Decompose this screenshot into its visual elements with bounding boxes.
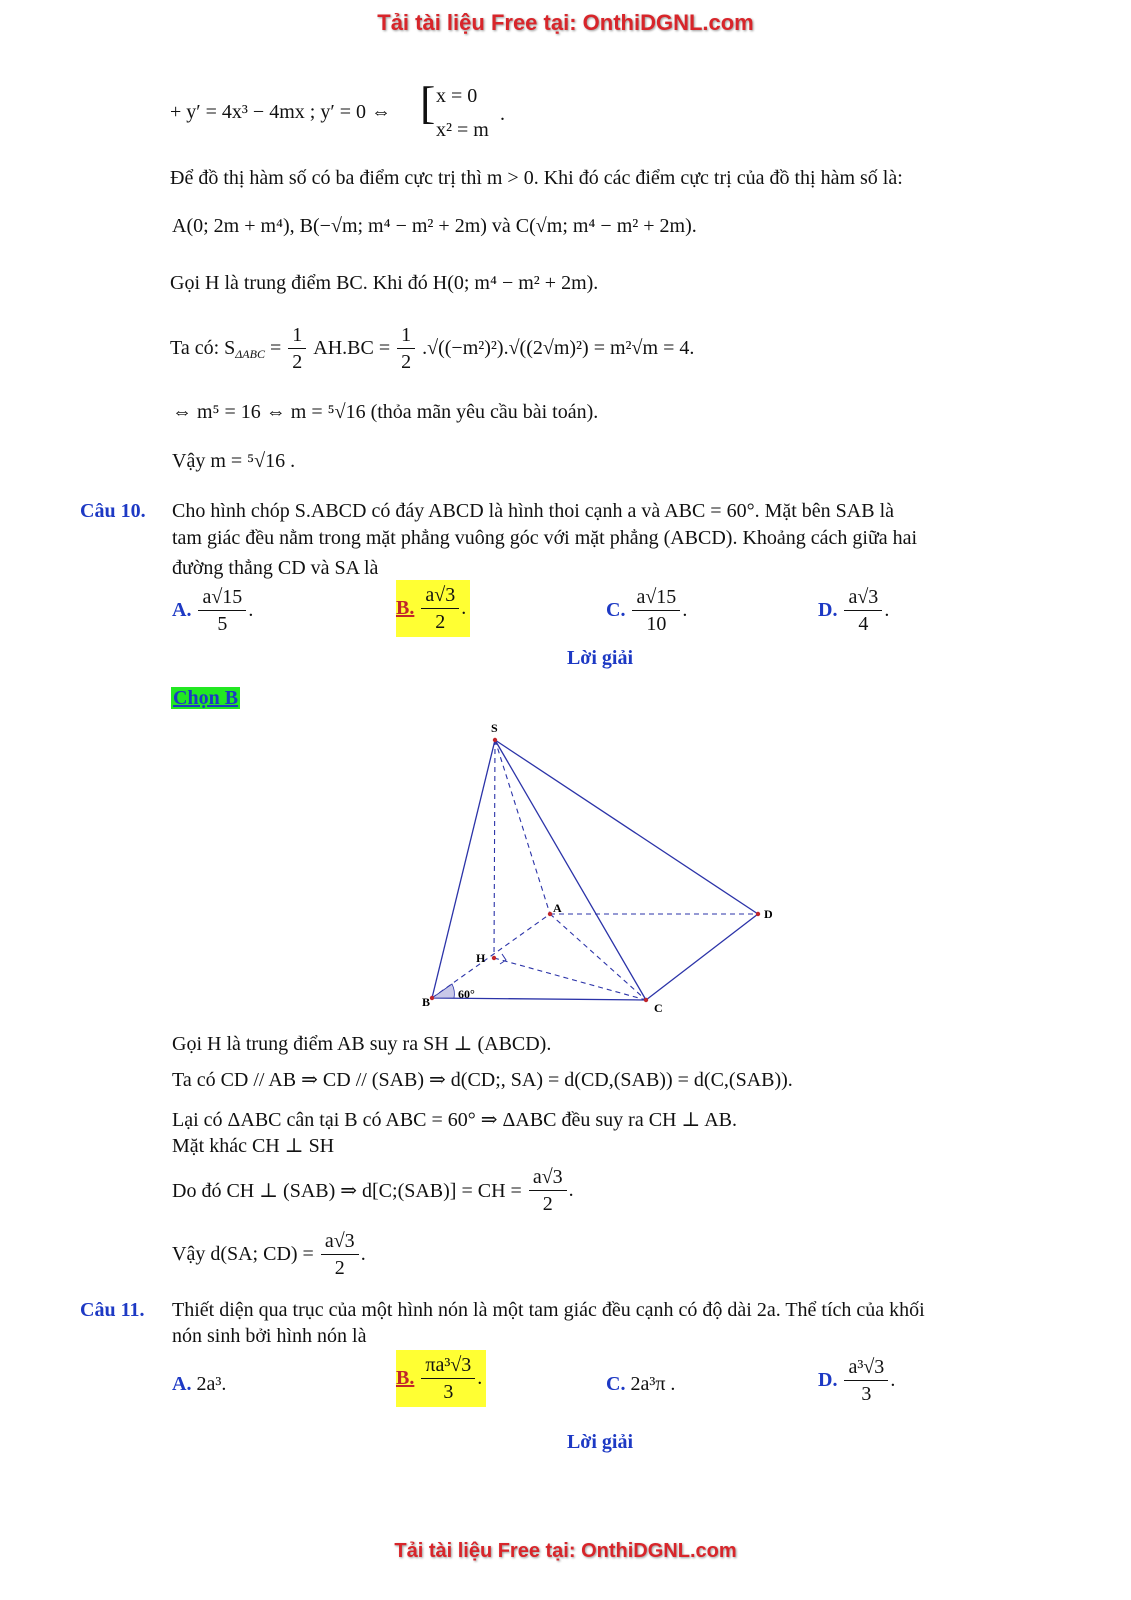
q11-option-b[interactable] — [396, 1350, 486, 1407]
half-fraction-2: $\frac{1}{2}$ — [397, 322, 415, 375]
label-B: B — [422, 995, 431, 1009]
q10-text-2: tam giác đều nằm trong mặt phẳng vuông góc với mặt phẳng (ABCD). Khoảng cách giữa hai — [172, 527, 918, 549]
edge-SD — [495, 740, 758, 914]
edge-AC — [550, 914, 646, 1000]
q10-text-3: đường thẳng CD và SA là — [172, 557, 379, 579]
half-fraction: $\frac{1}{2}$ — [288, 322, 306, 375]
solution-6-end: . — [360, 1243, 366, 1265]
option-d-fraction: $\frac{a√3}{4}$ — [844, 584, 882, 637]
point-B — [430, 996, 434, 1000]
option-end: . — [884, 599, 890, 621]
q11-option-d[interactable] — [818, 1354, 895, 1407]
solution-5-fraction: $\frac{a√3}{2}$ — [529, 1164, 567, 1217]
solution-5-lead: Do đó CH ⊥ (SAB) ⇒ d[C;(SAB)] = CH = — [172, 1180, 522, 1202]
q10-solution-5 — [172, 1164, 574, 1217]
option-d-fraction: $\frac{\text{a³√3}}{3}$ — [844, 1354, 888, 1407]
point-C — [644, 998, 648, 1002]
q10-text-1: Cho hình chóp S.ABCD có đáy ABCD là hình thoi cạnh a và ABC = 60°. Mặt bên SAB là — [172, 500, 895, 522]
edge-SA — [495, 740, 550, 914]
option-end: . — [477, 1367, 483, 1389]
option-a-fraction: $\frac{a√15}{5}$ — [198, 584, 246, 637]
case-end: . — [500, 103, 505, 125]
label-C: C — [654, 1001, 663, 1015]
bracket-icon: [ — [420, 77, 436, 128]
area-subscript: ΔABC — [235, 347, 265, 362]
point-S — [493, 738, 497, 742]
solution-5-end: . — [568, 1179, 574, 1201]
solution-6-fraction: $\frac{a√3}{2}$ — [321, 1228, 359, 1281]
q10-option-d[interactable] — [818, 584, 889, 637]
area-equals: = — [269, 337, 282, 359]
option-letter: D. — [818, 599, 838, 621]
q10-solution-title: Lời giải — [566, 647, 634, 669]
label-D: D — [764, 907, 773, 921]
option-letter: C. — [606, 1373, 626, 1395]
option-end: . — [248, 599, 254, 621]
derivative-text: + y′ = 4x³ − 4mx ; y′ = 0 ⇔ — [170, 101, 391, 123]
area-lead: Ta có: S — [170, 337, 236, 359]
point-D — [756, 912, 760, 916]
point-A — [548, 912, 552, 916]
q10-solution-1: Gọi H là trung điểm AB suy ra SH ⊥ (ABCD). — [172, 1033, 552, 1055]
q10-solution-2: Ta có CD // AB ⇒ CD // (SAB) ⇒ d(CD;, SA) = d(CD,(SAB)) = d(C,(SAB)). — [172, 1069, 793, 1091]
q10-option-c[interactable] — [606, 584, 687, 637]
question-11-label: Câu 11. — [80, 1299, 145, 1321]
option-end: . — [461, 597, 467, 619]
extrema-points: A(0; 2m + m⁴), B(−√m; m⁴ − m² + 2m) và C(√m; m⁴ − m² + 2m). — [172, 215, 697, 237]
q10-solution-3: Lại có ΔABC cân tại B có ABC = 60° ⇒ ΔABC đều suy ra CH ⊥ AB. — [172, 1109, 737, 1131]
q10-solution-4: Mặt khác CH ⊥ SH — [172, 1135, 335, 1157]
right-angle-mark — [500, 954, 506, 964]
label-S: S — [491, 721, 498, 735]
option-letter: B. — [396, 597, 415, 619]
option-b-fraction: $\frac{\text{πa³√3}}{3}$ — [421, 1352, 475, 1405]
extrema-intro: Để đồ thị hàm số có ba điểm cực trị thì m > 0. Khi đó các điểm cực trị của đồ thị hàm số là: — [170, 167, 903, 189]
edge-HC — [494, 958, 646, 1000]
choice-label: Chọn B — [173, 687, 239, 709]
edge-CD — [646, 914, 758, 1000]
q10-option-b[interactable] — [396, 580, 470, 637]
option-letter: D. — [818, 1369, 838, 1391]
midpoint-line: Gọi H là trung điểm BC. Khi đó H(0; m⁴ − m² + 2m). — [170, 272, 599, 294]
option-letter: A. — [172, 1373, 192, 1395]
question-10-label: Câu 10. — [80, 500, 146, 522]
option-letter: C. — [606, 599, 626, 621]
label-angle: 60° — [458, 987, 475, 1001]
area-line — [170, 322, 694, 375]
case-1: x = 0 — [436, 85, 478, 107]
conclusion-line: Vậy m = ⁵√16 . — [172, 450, 296, 472]
option-c-fraction: $\frac{a√15}{10}$ — [632, 584, 680, 637]
option-a-value: 2a³. — [196, 1373, 227, 1395]
q11-text-2: nón sinh bởi hình nón là — [172, 1325, 367, 1347]
q10-option-a[interactable] — [172, 584, 253, 637]
solution-6-lead: Vậy d(SA; CD) = — [172, 1243, 314, 1265]
option-c-value: 2a³π . — [630, 1373, 676, 1395]
option-end: . — [890, 1369, 896, 1391]
area-mid: AH.BC = — [313, 337, 391, 359]
page-header: Tải tài liệu Free tại: OnthiDGNL.com — [377, 10, 754, 35]
option-letter: A. — [172, 599, 192, 621]
case-2: x² = m — [436, 119, 489, 141]
q11-solution-title: Lời giải — [566, 1431, 634, 1453]
label-A: A — [553, 901, 562, 915]
q11-option-c[interactable] — [606, 1372, 675, 1396]
edge-SC — [495, 740, 646, 1000]
q11-option-a[interactable] — [172, 1372, 226, 1396]
option-b-fraction: $\frac{a√3}{2}$ — [421, 582, 459, 635]
point-H — [492, 956, 496, 960]
q11-text-1: Thiết diện qua trục của một hình nón là một tam giác đều cạnh có độ dài 2a. Thể tích của khối — [172, 1299, 925, 1321]
edge-SH — [494, 740, 495, 958]
area-tail: .√((−m²)²).√((2√m)²) = m²√m = 4. — [422, 337, 695, 359]
derivative-line — [170, 100, 391, 124]
q10-solution-6 — [172, 1228, 366, 1281]
case-bracket — [420, 77, 436, 128]
label-H: H — [476, 951, 486, 965]
option-letter: B. — [396, 1367, 415, 1389]
q10-choice-badge — [171, 686, 240, 710]
m5-line: ⇔ m⁵ = 16 ⇔ m = ⁵√16 (thỏa mãn yêu cầu bài toán). — [172, 401, 599, 423]
page-footer: Tải tài liệu Free tại: OnthiDGNL.com — [394, 1540, 737, 1562]
pyramid-figure — [410, 716, 790, 1022]
option-end: . — [682, 599, 688, 621]
